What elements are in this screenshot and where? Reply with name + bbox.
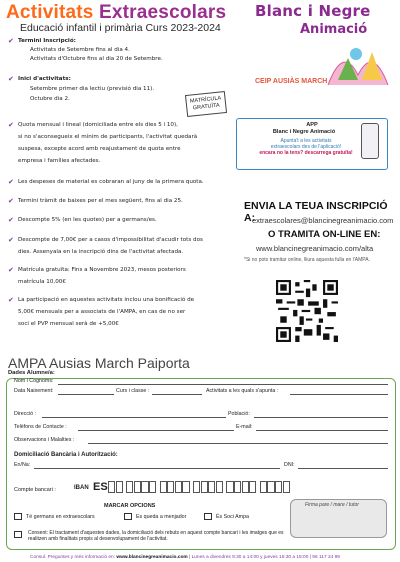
bank-heading: Domiciliació Bancària i Autorització:	[14, 452, 118, 458]
check-icon: ✔	[8, 296, 14, 304]
options-heading: MARCAR OPCIONS	[104, 503, 156, 509]
holder-field[interactable]	[34, 468, 280, 469]
iban-digit-box[interactable]	[134, 481, 141, 493]
lunch-checkbox[interactable]	[124, 513, 132, 520]
footer-site-link[interactable]: www.blancinegreanimacio.com	[116, 555, 188, 560]
ampa-member-checkbox[interactable]	[204, 513, 212, 520]
name-field[interactable]	[58, 384, 388, 385]
iban-digit-box[interactable]	[167, 481, 174, 493]
iban-digit-box[interactable]	[275, 481, 282, 493]
dni-field[interactable]	[298, 468, 388, 469]
name-label: Nom i Cognoms:	[14, 378, 54, 384]
send-heading: ENVIA LA TEUA INSCRIPCIÓ A:	[244, 200, 388, 224]
send-note: *Si no pots tramitar online, lliura aquesta fulla en l'AMPA.	[244, 257, 370, 263]
kids-illustration	[318, 40, 390, 90]
online-heading: O TRAMITA ON-LINE EN:	[268, 229, 381, 240]
iban-digit-box[interactable]	[242, 481, 249, 493]
class-field[interactable]	[152, 394, 202, 395]
iban-digit-box[interactable]	[208, 481, 215, 493]
class-label: Curs i classe :	[116, 388, 150, 394]
iban-digit-box[interactable]	[182, 481, 189, 493]
iban-digit-box[interactable]	[226, 481, 233, 493]
iban-digit-box[interactable]	[126, 481, 133, 493]
iban-digit-box[interactable]	[108, 481, 115, 493]
email-field[interactable]	[256, 430, 388, 431]
iban-digit-box[interactable]	[141, 481, 148, 493]
iban-digit-box[interactable]	[175, 481, 182, 493]
iban-digit-box[interactable]	[193, 481, 200, 493]
online-url-link[interactable]: www.blancinegreanimacio.com/alta	[256, 244, 374, 253]
qr-code-icon[interactable]	[276, 280, 338, 342]
activities-label: Activitats a les quals s'apunta :	[206, 388, 279, 394]
ampa-member-label: És Soci Ampa	[216, 514, 249, 520]
email-label: E-mail:	[236, 424, 253, 430]
iban-digit-box[interactable]	[116, 481, 123, 493]
check-icon: ✔	[8, 121, 14, 129]
signature-box[interactable]: Firma pare / mare / tutor	[290, 499, 387, 538]
check-icon: ✔	[8, 236, 14, 244]
activities-field[interactable]	[290, 394, 388, 395]
student-data-heading: Dades Alumne/a:	[8, 370, 55, 376]
address-field[interactable]	[42, 417, 226, 418]
iban-digit-box[interactable]	[149, 481, 156, 493]
check-icon: ✔	[8, 178, 14, 186]
brand-logo-line1: Blanc i Negre	[255, 2, 371, 20]
consent-checkbox[interactable]	[14, 531, 22, 538]
siblings-label: Té germans en extraescolars	[26, 514, 95, 520]
iban-digit-box[interactable]	[216, 481, 223, 493]
observations-label: Observacions i Malalties :	[14, 437, 75, 443]
consent-text: Consent: El tractament d'aquestes dades, la domiciliació dels rebuts en aquest compte bancari i les imatges que es realitzen amb finalitats propis al desenvolupament de l'activitat.	[28, 530, 284, 542]
check-icon: ✔	[8, 37, 14, 45]
birthdate-field[interactable]	[58, 394, 114, 395]
iban-digit-box[interactable]	[201, 481, 208, 493]
dni-label: DNI:	[284, 462, 295, 468]
app-promo-box: APP Blanc i Negre Animació Apunta't a les activitats extraescolars des de l'aplicació! encara no la tens? descarrega gratuïta!	[236, 118, 388, 170]
send-email-link[interactable]: extraescolares@blancinegreanimacio.com	[252, 216, 394, 225]
phone-icon	[361, 123, 379, 159]
brand-logo-line2: Animació	[300, 22, 368, 37]
iban-country: ES	[93, 481, 108, 493]
iban-digit-box[interactable]	[283, 481, 290, 493]
free-enrollment-badge: MATRÍCULA GRATUÏTA	[185, 91, 227, 117]
account-label: Compte bancari :	[14, 487, 56, 493]
iban-digit-box[interactable]	[249, 481, 256, 493]
phones-label: Telèfons de Contacte :	[14, 424, 67, 430]
iban-digit-box[interactable]	[267, 481, 274, 493]
page-subtitle: Educació infantil i primària Curs 2023-2024	[20, 22, 221, 34]
footer: Consul. Preguntes y més informació en: www.blancinegreanimacio.com | Lunes a divendres 9:30 a 14:00 y jueves 15:30 a 18:00 | 96 117 24 99	[30, 555, 340, 560]
check-icon: ✔	[8, 75, 14, 83]
address-label: Direcció :	[14, 411, 37, 417]
phones-field[interactable]	[78, 430, 234, 431]
page-title: Activitats Extraescolars	[6, 2, 227, 23]
check-icon: ✔	[8, 266, 14, 274]
iban-label: IBAN	[74, 485, 89, 491]
ampa-title: AMPA Ausias March Paiporta	[8, 355, 190, 371]
observations-field[interactable]	[88, 443, 388, 444]
lunch-label: Es queda a menjador	[136, 514, 187, 520]
iban-digit-box[interactable]	[260, 481, 267, 493]
iban-digit-box[interactable]	[234, 481, 241, 493]
iban-digit-box[interactable]	[160, 481, 167, 493]
school-logo: CEIP AUSIÀS MARCH	[255, 78, 328, 85]
birthdate-label: Data Naixement:	[14, 388, 54, 394]
check-icon: ✔	[8, 216, 14, 224]
holder-label: En/Na:	[14, 462, 31, 468]
town-field[interactable]	[254, 417, 388, 418]
check-icon: ✔	[8, 197, 14, 205]
siblings-checkbox[interactable]	[14, 513, 22, 520]
town-label: Població:	[228, 411, 250, 417]
